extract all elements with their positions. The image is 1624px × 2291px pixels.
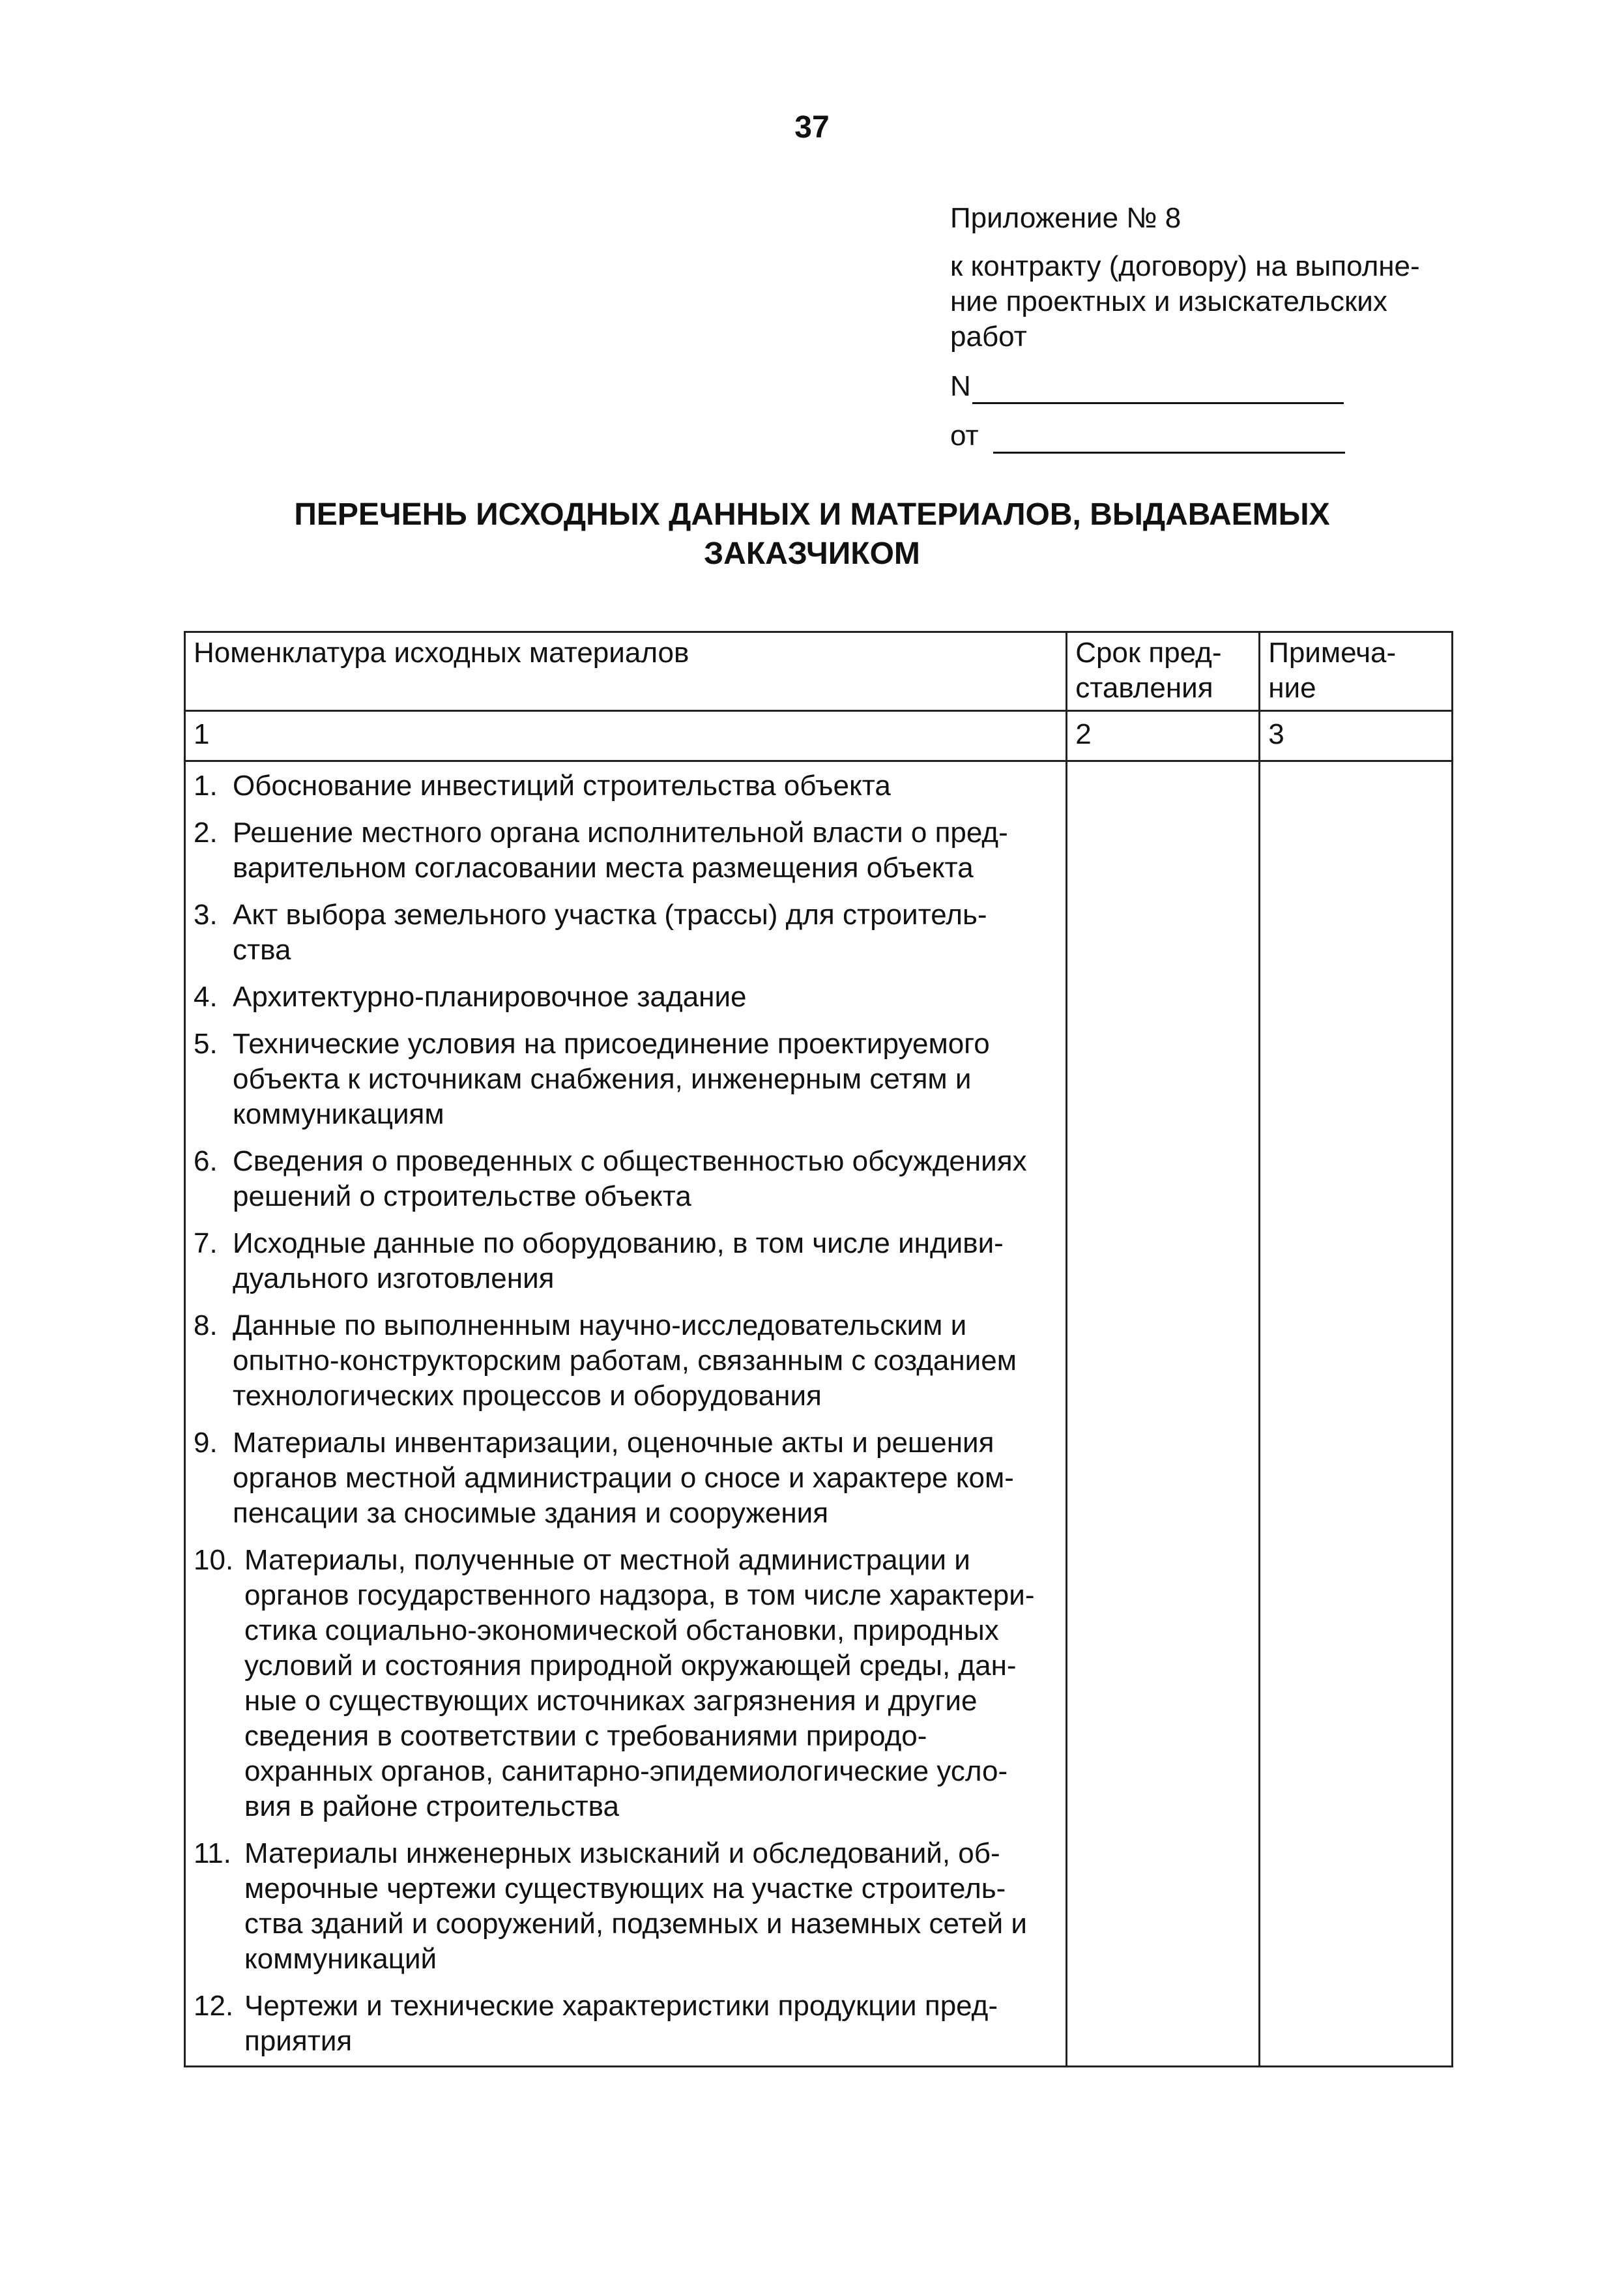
list-item [194, 1989, 1058, 2059]
list-item-line: ства зданий и сооружений, подземных и наземных сетей и [244, 1908, 1027, 1940]
list-item-line: ные о существующих источниках загрязнения и другие [244, 1685, 978, 1717]
appendix-block [950, 201, 1472, 454]
list-item-text [244, 1836, 1058, 1977]
list-item-line: объекта к источникам снабжения, инженерным сетям и [233, 1063, 972, 1095]
document-title-line: ЗАКАЗЧИКОМ [704, 536, 920, 571]
list-item-line: технологических процессов и оборудования [233, 1380, 822, 1412]
list-item-line: Акт выбора земельного участка (трассы) для строитель- [233, 899, 987, 931]
list-item-line: пенсации за сносимые здания и сооружения [233, 1497, 829, 1529]
table-row [185, 761, 1453, 2067]
list-item-line: коммуникациям [233, 1098, 444, 1130]
appendix-line: к контракту (договору) на выполне- [950, 250, 1420, 282]
list-item-number: 3. [194, 899, 218, 931]
deadline-cell [1067, 761, 1260, 2067]
list-item-number: 12. [194, 1990, 234, 2022]
list-item-text [233, 815, 1058, 886]
list-item [194, 1226, 1058, 1296]
list-item-line: опытно-конструкторским работам, связанным с созданием [233, 1345, 1017, 1377]
list-item-line: вия в районе строительства [244, 1790, 620, 1822]
list-item [194, 897, 1058, 968]
contract-date-blank [993, 426, 1345, 454]
list-item-number: 2. [194, 817, 218, 849]
column-number-cell: 3 [1260, 711, 1453, 761]
list-item-line: Архитектурно-планировочное задание [233, 981, 747, 1013]
contract-number-label: N [950, 370, 971, 402]
list-item-line: Обоснование инвестиций строительства объекта [233, 770, 891, 802]
column-number-row [185, 711, 1453, 761]
list-item-line: решений о строительстве объекта [233, 1180, 691, 1212]
contract-number-blank [972, 376, 1344, 404]
contract-number-row [950, 369, 1472, 404]
list-item-text [233, 1425, 1058, 1531]
header-deadline-line: ставления [1075, 672, 1213, 704]
header-nomenclature-text: Номенклатура исходных материалов [194, 637, 689, 669]
list-item-line: Технические условия на присоединение проектируемого [233, 1028, 990, 1060]
appendix-line: ние проектных и изыскательских [950, 285, 1387, 317]
list-item-text [233, 1308, 1058, 1414]
note-cell [1260, 761, 1453, 2067]
column-number-cell: 2 [1067, 711, 1260, 761]
list-item [194, 1425, 1058, 1531]
list-item-number: 1. [194, 770, 218, 802]
header-deadline [1067, 632, 1260, 711]
list-item-text [233, 980, 1058, 1015]
list-item [194, 1027, 1058, 1132]
list-item [194, 980, 1058, 1015]
materials-table [184, 631, 1453, 2067]
list-item [194, 815, 1058, 886]
header-deadline-line: Срок пред- [1075, 637, 1222, 669]
page-number: 37 [794, 110, 830, 145]
list-item-text [233, 1027, 1058, 1132]
list-item-number: 11. [194, 1837, 231, 1869]
list-item-line: стика социально-экономической обстановки, природных [244, 1614, 999, 1646]
list-item-line: Сведения о проведенных с общественностью обсуждениях [233, 1145, 1027, 1177]
list-item-text [244, 1543, 1058, 1824]
appendix-contract-text [950, 249, 1472, 355]
list-item-line: Материалы инженерных изысканий и обследований, об- [244, 1837, 1000, 1869]
list-item-text [244, 1989, 1058, 2059]
list-item-number: 6. [194, 1145, 218, 1177]
column-number-cell: 1 [185, 711, 1067, 761]
list-item-number: 5. [194, 1028, 218, 1060]
list-item-text [233, 1144, 1058, 1214]
header-note-line: Примеча- [1268, 637, 1397, 669]
list-item-line: сведения в соответствии с требованиями природо- [244, 1720, 927, 1752]
list-item-line: варительном согласовании места размещения объекта [233, 852, 974, 884]
contract-date-row [950, 418, 1472, 454]
document-title [0, 495, 1624, 574]
list-item [194, 1836, 1058, 1977]
document-title-line: ПЕРЕЧЕНЬ ИСХОДНЫХ ДАННЫХ И МАТЕРИАЛОВ, ВЫДАВАЕМЫХ [294, 497, 1330, 532]
list-item-line: Исходные данные по оборудованию, в том числе индиви- [233, 1227, 1004, 1259]
header-note [1260, 632, 1453, 711]
list-item-number: 10. [194, 1544, 234, 1576]
appendix-line: работ [950, 321, 1027, 353]
list-item-text [233, 1226, 1058, 1296]
list-item-line: дуального изготовления [233, 1262, 555, 1294]
list-item-line: Чертежи и технические характеристики продукции пред- [244, 1990, 998, 2022]
list-item-line: условий и состояния природной окружающей среды, дан- [244, 1650, 1017, 1682]
list-item-line: органов государственного надзора, в том числе характери- [244, 1579, 1035, 1611]
table-header-row [185, 632, 1453, 711]
list-item-text [233, 768, 1058, 804]
list-item-number: 9. [194, 1427, 218, 1459]
list-item-number: 7. [194, 1227, 218, 1259]
list-item-line: Решение местного органа исполнительной власти о пред- [233, 817, 1008, 849]
list-item-line: органов местной администрации о сносе и характере ком- [233, 1462, 1014, 1494]
list-item [194, 1543, 1058, 1824]
list-item-line: ства [233, 934, 291, 966]
list-item-number: 8. [194, 1309, 218, 1341]
list-item-line: Данные по выполненным научно-исследовательским и [233, 1309, 967, 1341]
list-item-line: коммуникаций [244, 1943, 437, 1975]
items-list [185, 761, 1067, 2067]
appendix-title: Приложение № 8 [950, 202, 1182, 234]
list-item-line: Материалы, полученные от местной администрации и [244, 1544, 970, 1576]
list-item [194, 1144, 1058, 1214]
list-item-line: охранных органов, санитарно-эпидемиологические усло- [244, 1755, 1008, 1787]
list-item-line: Материалы инвентаризации, оценочные акты и решения [233, 1427, 994, 1459]
contract-date-label: от [950, 420, 979, 452]
list-item-line: приятия [244, 2025, 353, 2057]
list-item-line: мерочные чертежи существующих на участке строитель- [244, 1873, 1006, 1904]
list-item [194, 1308, 1058, 1414]
list-item-text [233, 897, 1058, 968]
header-nomenclature [185, 632, 1067, 711]
header-note-line: ние [1268, 672, 1316, 704]
list-item-number: 4. [194, 981, 218, 1013]
list-item [194, 768, 1058, 804]
